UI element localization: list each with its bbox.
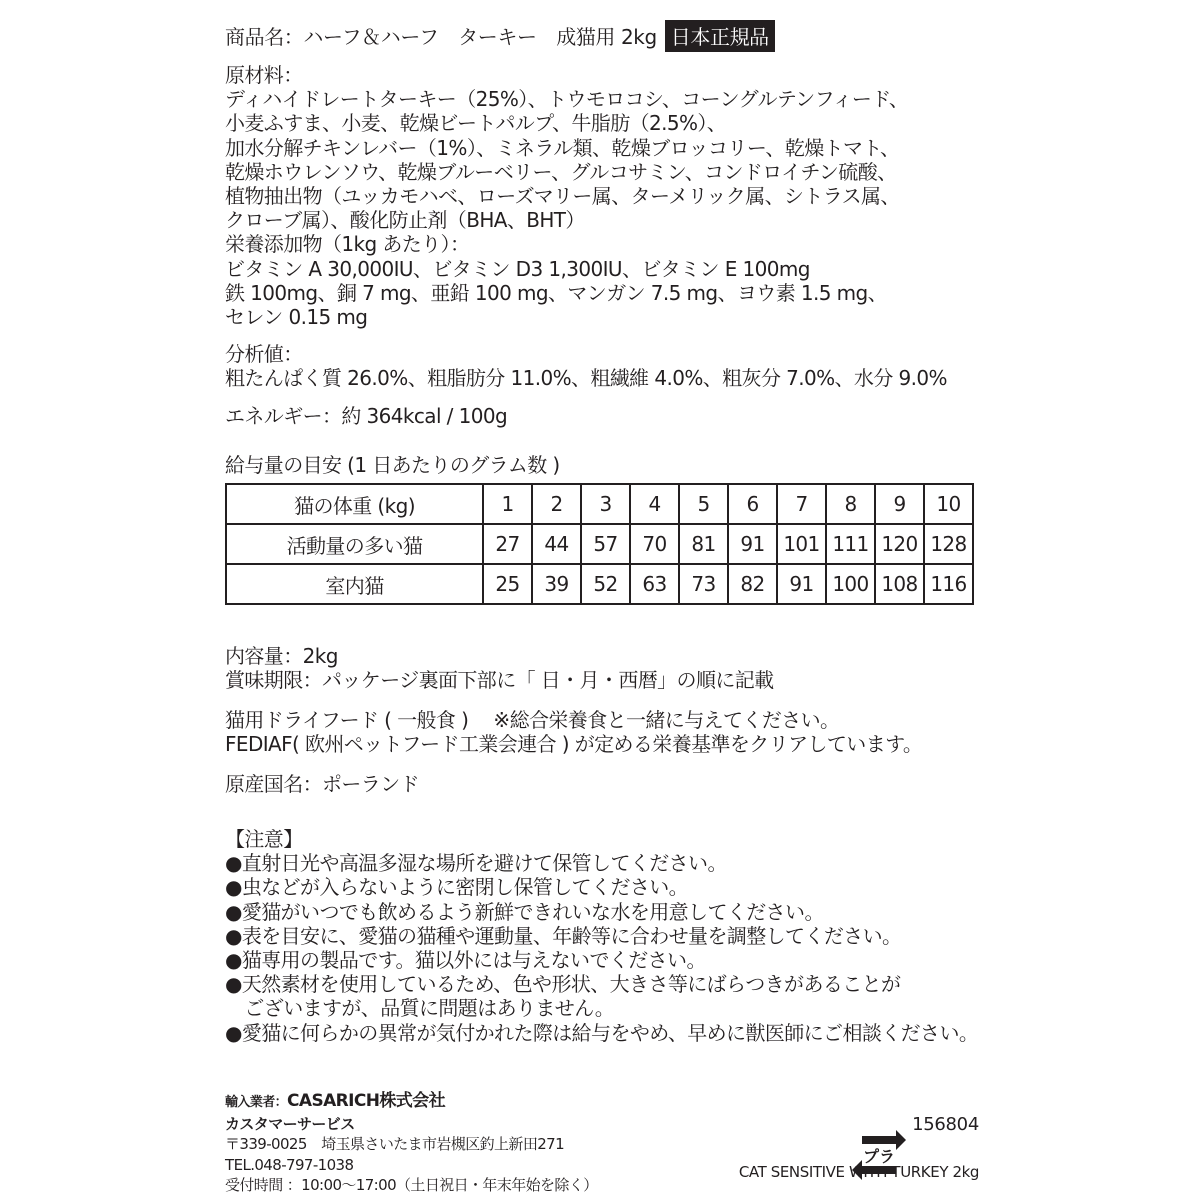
table-cell: 111 <box>826 524 875 564</box>
table-cell: 8 <box>826 484 875 524</box>
ingredients-line: 乾燥ホウレンソウ、乾燥ブルーベリー、グルコサミン、コンドロイチン硫酸、 <box>225 159 897 184</box>
analysis-values: 粗たんぱく質 26.0%、粗脂肪分 11.0%、粗繊維 4.0%、粗灰分 7.0%、水分 9.0% <box>225 366 947 391</box>
importer-company: CASARICH株式会社 <box>287 1091 445 1111</box>
table-cell: 81 <box>679 524 728 564</box>
table-cell: 63 <box>630 564 679 604</box>
table-cell: 57 <box>581 524 630 564</box>
caution-item: ●表を目安に、愛猫の猫種や運動量、年齢等に合わせ量を調整してください。 <box>225 923 902 948</box>
product-code: 156804 <box>912 1114 979 1135</box>
additives-line: ビタミン A 30,000IU、ビタミン D3 1,300IU、ビタミン E 100mg <box>225 256 810 281</box>
product-name: 商品名：ハーフ＆ハーフ ターキー 成猫用 2kg <box>225 25 657 49</box>
fediaf-note: FEDIAF( 欧州ペットフード工業会連合 ) が定める栄養基準をクリアしています。 <box>225 732 923 757</box>
caution-item: ●愛猫に何らかの異常が気付かれた際は給与をやめ、早めに獣医師にご相談ください。 <box>225 1020 979 1045</box>
row-label: 室内猫 <box>226 564 483 604</box>
recycle-text: プラ <box>862 1147 896 1166</box>
table-cell: 10 <box>924 484 973 524</box>
additives-heading: 栄養添加物（1kg あたり）： <box>225 232 470 257</box>
table-row <box>226 564 973 604</box>
expiry-info: 賞味期限：パッケージ裏面下部に「 日・月・西暦」の順に記載 <box>225 668 774 693</box>
official-product-badge: 日本正規品 <box>665 20 775 52</box>
table-cell: 91 <box>728 524 777 564</box>
caution-item: ●愛猫がいつでも飲めるよう新鮮できれいな水を用意してください。 <box>225 899 824 924</box>
table-cell: 91 <box>777 564 826 604</box>
table-cell: 101 <box>777 524 826 564</box>
table-cell: 4 <box>630 484 679 524</box>
importer-address: 〒339-0025 埼玉県さいたま市岩槻区釣上新田271 <box>225 1135 565 1154</box>
table-cell: 128 <box>924 524 973 564</box>
feeding-caption: 給与量の目安 (1 日あたりのグラム数 ) <box>225 453 560 477</box>
table-cell: 52 <box>581 564 630 604</box>
additives-line: セレン 0.15 mg <box>225 305 368 330</box>
importer-label: 輸入業者： <box>225 1095 288 1110</box>
ingredients-line: 植物抽出物（ユッカモハベ、ローズマリー属、ターメリック属、シトラス属、 <box>225 184 900 209</box>
table-cell: 44 <box>532 524 581 564</box>
importer-line <box>225 1091 598 1114</box>
table-cell: 7 <box>777 484 826 524</box>
product-title-row <box>225 20 775 52</box>
row-label: 活動量の多い猫 <box>226 524 483 564</box>
importer-tel: TEL.048-797-1038 <box>225 1155 354 1174</box>
caution-item: ●虫などが入らないように密閉し保管してください。 <box>225 875 689 900</box>
table-cell: 6 <box>728 484 777 524</box>
feeding-table <box>225 483 974 605</box>
additives-line: 鉄 100mg、銅 7 mg、亜鉛 100 mg、マンガン 7.5 mg、ヨウ素 1.5 mg、 <box>225 280 887 305</box>
caution-item: ●猫専用の製品です。猫以外には与えないでください。 <box>225 948 706 973</box>
table-cell: 120 <box>875 524 924 564</box>
table-cell: 3 <box>581 484 630 524</box>
table-cell: 73 <box>679 564 728 604</box>
table-cell: 27 <box>483 524 532 564</box>
content-info <box>225 644 774 692</box>
content-amount: 内容量：2kg <box>225 644 338 668</box>
analysis-section <box>225 342 947 390</box>
caution-item: ございますが、品質に問題はありません。 <box>225 996 615 1021</box>
table-cell: 100 <box>826 564 875 604</box>
table-cell: 25 <box>483 564 532 604</box>
ingredients-heading: 原材料： <box>225 63 303 87</box>
importer-info <box>225 1091 598 1196</box>
table-cell: 39 <box>532 564 581 604</box>
table-cell: 70 <box>630 524 679 564</box>
table-cell: 5 <box>679 484 728 524</box>
energy: エネルギー：約 364kcal / 100g <box>225 404 508 428</box>
row-label: 猫の体重 (kg) <box>226 484 483 524</box>
service-hours: 受付時間 ：10:00～17:00（土日祝日・年末年始を除く） <box>225 1176 598 1195</box>
ingredients-line: ディハイドレートターキー（25%）、トウモロコシ、コーングルテンフィード、 <box>225 87 909 112</box>
origin-country: 原産国名：ポーランド <box>225 772 419 796</box>
table-cell: 2 <box>532 484 581 524</box>
caution-item: ●天然素材を使用しているため、色や形状、大きさ等にばらつきがあることが <box>225 972 901 997</box>
ingredients-line: 加水分解チキンレバー（1%）、ミネラル類、乾燥ブロッコリー、乾燥トマト、 <box>225 135 900 160</box>
ingredients-line: 小麦ふすま、小麦、乾燥ビートパルプ、牛脂肪（2.5%）、 <box>225 111 727 136</box>
ingredients-line: クローブ属）、酸化防止剤（BHA、BHT） <box>225 208 585 233</box>
table-cell: 116 <box>924 564 973 604</box>
food-type-info <box>225 708 922 756</box>
table-cell: 108 <box>875 564 924 604</box>
caution-item: ●直射日光や高温多湿な場所を避けて保管してください。 <box>225 851 727 876</box>
ingredients-section <box>225 63 908 329</box>
table-row <box>226 484 973 524</box>
table-cell: 9 <box>875 484 924 524</box>
caution-heading: 【注意】 <box>225 827 303 851</box>
product-english-name: CAT SENSITIVE WITH TURKEY 2kg <box>738 1163 979 1181</box>
food-type: 猫用ドライフード ( 一般食 ) ※総合栄養食と一緒に与えてください。 <box>225 708 840 732</box>
caution-section <box>225 827 978 1045</box>
table-row <box>226 524 973 564</box>
table-cell: 82 <box>728 564 777 604</box>
customer-service: カスタマーサービス <box>225 1114 355 1133</box>
table-cell: 1 <box>483 484 532 524</box>
analysis-heading: 分析値： <box>225 342 303 366</box>
